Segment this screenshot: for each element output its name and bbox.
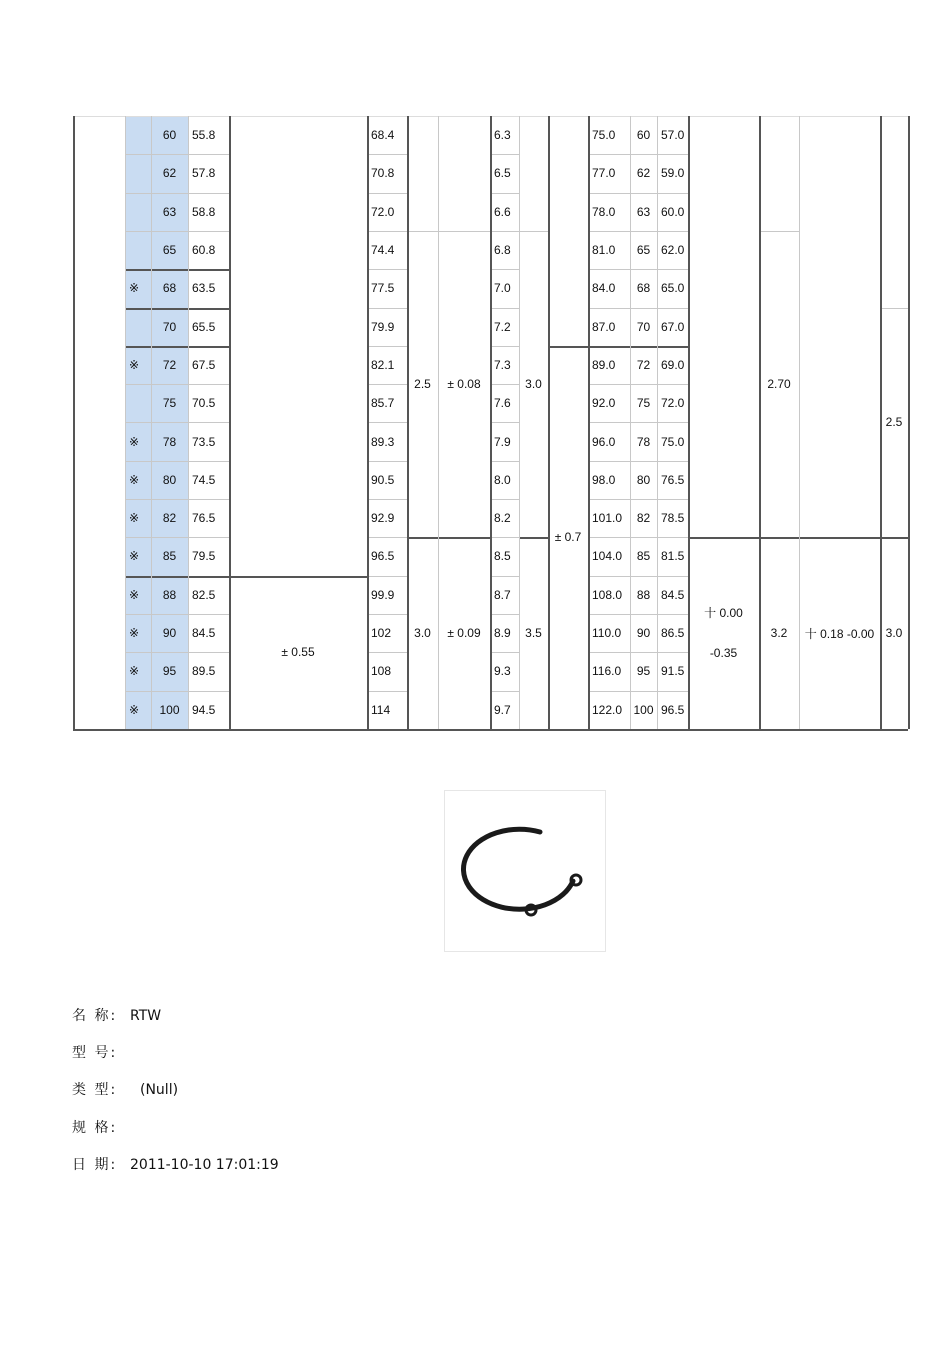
merged-cell-tol-c16-lower: 十 0.18 -0.00 xyxy=(804,626,875,641)
table-cell-c7: 8.9 xyxy=(494,626,511,641)
table-cell-c1: 79.5 xyxy=(192,549,216,564)
info-spec-row xyxy=(72,1117,130,1137)
table-cell-c4: 99.9 xyxy=(371,587,395,602)
table-cell-c7: 8.0 xyxy=(494,472,511,487)
table-cell-mark: ※ xyxy=(129,664,140,679)
table-cell-c1: 70.5 xyxy=(192,396,216,411)
table-cell-c12: 70 xyxy=(636,319,651,334)
row-divider xyxy=(490,537,519,538)
row-divider xyxy=(588,614,688,615)
table-cell-mark: ※ xyxy=(129,511,140,526)
table-cell-c11: 104.0 xyxy=(592,549,623,564)
table-cell-d: 90 xyxy=(162,626,177,641)
row-divider xyxy=(588,499,688,500)
table-cell-d: 65 xyxy=(162,243,177,258)
row-divider xyxy=(588,193,688,194)
table-cell-c1: 89.5 xyxy=(192,664,216,679)
row-divider xyxy=(367,576,407,577)
table-cell-c7: 6.8 xyxy=(494,243,511,258)
column-divider xyxy=(519,116,520,729)
table-cell-mark xyxy=(125,308,151,346)
table-cell-c1: 82.5 xyxy=(192,587,216,602)
table-cell-c1: 65.5 xyxy=(192,319,216,334)
row-divider xyxy=(125,193,229,194)
table-cell-c13: 60.0 xyxy=(661,204,685,219)
table-cell-c13: 67.0 xyxy=(661,319,685,334)
table-cell-d: 100 xyxy=(159,702,180,717)
table-cell-c1: 67.5 xyxy=(192,357,216,372)
table-bottom-border xyxy=(73,729,908,731)
table-cell-c11: 110.0 xyxy=(592,626,622,641)
row-divider xyxy=(367,422,407,423)
table-cell-c12: 90 xyxy=(636,626,651,641)
row-divider xyxy=(490,461,519,462)
table-cell-c12: 88 xyxy=(636,587,651,602)
row-divider xyxy=(367,308,407,309)
row-divider xyxy=(367,269,407,270)
column-divider xyxy=(880,116,882,729)
merged-cell-c15-upper: 2.70 xyxy=(767,377,791,392)
merged-cell-tol-thick-upper: ± 0.08 xyxy=(447,377,481,392)
table-cell-mark: ※ xyxy=(129,357,140,372)
table-cell-d: 60 xyxy=(162,128,177,143)
merged-cell-thick-lower: 3.0 xyxy=(414,626,431,641)
column-divider xyxy=(188,116,189,729)
model-label: 型 号: xyxy=(72,1045,118,1061)
row-divider xyxy=(490,691,519,692)
table-cell-mark: ※ xyxy=(129,587,140,602)
table-cell-c11: 87.0 xyxy=(592,319,616,334)
table-cell-c11: 96.0 xyxy=(592,434,616,449)
group-divider xyxy=(407,231,490,232)
spec-label: 规 格: xyxy=(72,1120,118,1136)
table-cell-c11: 78.0 xyxy=(592,204,616,219)
table-cell-c12: 95 xyxy=(636,664,651,679)
table-cell-mark xyxy=(125,193,151,231)
table-cell-c12: 72 xyxy=(636,357,651,372)
table-cell-c11: 81.0 xyxy=(592,243,616,258)
table-cell-c7: 6.3 xyxy=(494,128,511,143)
table-cell-c13: 81.5 xyxy=(661,549,685,564)
table-cell-d: 80 xyxy=(162,472,177,487)
table-cell-c7: 7.9 xyxy=(494,434,511,449)
row-divider xyxy=(125,422,229,423)
table-cell-c13: 57.0 xyxy=(661,128,685,143)
table-cell-mark: ※ xyxy=(129,549,140,564)
table-cell-c7: 7.3 xyxy=(494,357,511,372)
table-cell-c13: 76.5 xyxy=(661,472,685,487)
row-divider xyxy=(490,346,519,347)
table-cell-c13: 86.5 xyxy=(661,626,685,641)
group-divider xyxy=(588,346,688,348)
table-cell-c4: 77.5 xyxy=(371,281,395,296)
merged-cell-c17-lower: 3.0 xyxy=(885,626,903,641)
table-cell-c12: 85 xyxy=(636,549,651,564)
row-divider xyxy=(490,576,519,577)
table-cell-c4: 74.4 xyxy=(371,243,395,258)
group-divider xyxy=(125,269,229,271)
table-cell-c11: 122.0 xyxy=(592,702,623,717)
column-divider xyxy=(407,116,409,729)
group-divider xyxy=(125,576,229,578)
table-cell-c13: 69.0 xyxy=(661,357,685,372)
row-divider xyxy=(367,461,407,462)
info-date-row xyxy=(72,1154,279,1174)
merged-cell-tol-c9: ± 0.7 xyxy=(554,530,582,545)
table-cell-mark: ※ xyxy=(129,434,140,449)
merged-cell-thick-upper: 2.5 xyxy=(414,377,431,392)
table-cell-c4: 79.9 xyxy=(371,319,395,334)
row-divider xyxy=(490,269,519,270)
table-cell-c7: 8.2 xyxy=(494,511,511,526)
merged-cell-c8-upper: 3.0 xyxy=(525,377,542,392)
group-divider xyxy=(125,346,229,348)
table-cell-mark xyxy=(125,116,151,154)
row-divider xyxy=(367,537,407,538)
merged-cell-c15-lower: 3.2 xyxy=(770,626,788,641)
table-cell-c4: 72.0 xyxy=(371,204,395,219)
table-cell-c4: 85.7 xyxy=(371,396,395,411)
table-cell-mark: ※ xyxy=(129,702,140,717)
group-divider xyxy=(229,576,367,578)
table-cell-mark: ※ xyxy=(129,281,140,296)
row-divider xyxy=(367,691,407,692)
table-cell-c7: 8.7 xyxy=(494,587,511,602)
column-divider xyxy=(229,116,231,729)
table-cell-c11: 84.0 xyxy=(592,281,616,296)
column-divider xyxy=(657,116,658,729)
group-divider xyxy=(519,537,548,539)
table-cell-d: 70 xyxy=(162,319,177,334)
table-cell-c4: 92.9 xyxy=(371,511,395,526)
table-cell-c4: 96.5 xyxy=(371,549,395,564)
table-cell-c13: 72.0 xyxy=(661,396,685,411)
table-cell-c12: 65 xyxy=(636,243,651,258)
row-divider xyxy=(490,384,519,385)
table-cell-c11: 89.0 xyxy=(592,357,616,372)
row-divider xyxy=(588,691,688,692)
table-cell-c7: 7.0 xyxy=(494,281,511,296)
row-divider xyxy=(588,231,688,232)
group-divider xyxy=(548,346,588,348)
row-divider xyxy=(367,231,407,232)
type-label: 类 型: xyxy=(72,1082,118,1098)
table-cell-c13: 91.5 xyxy=(661,664,685,679)
table-cell-c7: 9.3 xyxy=(494,664,511,679)
column-divider xyxy=(630,116,631,729)
row-divider xyxy=(490,614,519,615)
table-cell-mark xyxy=(125,384,151,422)
column-divider xyxy=(367,116,369,729)
column-divider xyxy=(490,116,492,729)
row-divider xyxy=(490,154,519,155)
table-cell-c4: 82.1 xyxy=(371,357,395,372)
merged-cell-c8-lower: 3.5 xyxy=(525,626,542,641)
date-value: 2011-10-10 17:01:19 xyxy=(130,1157,279,1173)
row-divider xyxy=(125,652,229,653)
row-divider xyxy=(490,231,519,232)
row-divider xyxy=(588,576,688,577)
table-cell-mark: ※ xyxy=(129,472,140,487)
table-cell-c1: 55.8 xyxy=(192,128,216,143)
table-cell-c1: 57.8 xyxy=(192,166,216,181)
table-cell-mark: ※ xyxy=(129,626,140,641)
type-value: (Null) xyxy=(140,1082,179,1098)
table-cell-c12: 78 xyxy=(636,434,651,449)
table-cell-c1: 73.5 xyxy=(192,434,216,449)
column-divider xyxy=(908,116,910,729)
table-cell-c11: 116.0 xyxy=(592,664,622,679)
row-divider xyxy=(588,422,688,423)
table-cell-c7: 6.6 xyxy=(494,204,511,219)
row-divider xyxy=(125,537,229,538)
table-cell-c13: 62.0 xyxy=(661,243,685,258)
table-cell-c12: 100 xyxy=(633,702,654,717)
table-cell-c7: 7.2 xyxy=(494,319,511,334)
table-cell-c13: 78.5 xyxy=(661,511,685,526)
row-divider xyxy=(588,537,688,538)
row-divider xyxy=(125,691,229,692)
table-cell-c11: 77.0 xyxy=(592,166,616,181)
group-divider xyxy=(125,308,229,310)
table-cell-c11: 98.0 xyxy=(592,472,616,487)
table-cell-c13: 65.0 xyxy=(661,281,685,296)
table-cell-d: 85 xyxy=(162,549,177,564)
table-cell-c13: 84.5 xyxy=(661,587,685,602)
row-divider xyxy=(367,614,407,615)
table-cell-c12: 80 xyxy=(636,472,651,487)
row-divider xyxy=(588,154,688,155)
row-divider xyxy=(125,614,229,615)
table-cell-mark xyxy=(125,231,151,269)
row-divider xyxy=(588,269,688,270)
table-cell-d: 62 xyxy=(162,166,177,181)
tol-c14-line2: -0.35 xyxy=(709,646,738,661)
table-cell-c12: 63 xyxy=(636,204,651,219)
table-cell-c13: 96.5 xyxy=(661,702,685,717)
name-label: 名 称: xyxy=(72,1008,118,1024)
table-cell-c4: 102 xyxy=(371,626,392,641)
table-cell-c1: 60.8 xyxy=(192,243,216,258)
retaining-ring-icon xyxy=(445,791,605,951)
table-cell-c4: 89.3 xyxy=(371,434,395,449)
table-cell-c11: 92.0 xyxy=(592,396,616,411)
table-cell-d: 72 xyxy=(162,357,177,372)
table-cell-c13: 75.0 xyxy=(661,434,685,449)
table-cell-c11: 101.0 xyxy=(592,511,623,526)
table-cell-c1: 74.5 xyxy=(192,472,216,487)
table-cell-c1: 76.5 xyxy=(192,511,216,526)
row-divider xyxy=(490,193,519,194)
table-cell-c7: 9.7 xyxy=(494,702,511,717)
group-divider xyxy=(688,537,908,539)
table-cell-d: 88 xyxy=(162,587,177,602)
row-divider xyxy=(367,384,407,385)
row-divider xyxy=(588,384,688,385)
row-divider xyxy=(490,308,519,309)
table-cell-c4: 90.5 xyxy=(371,472,395,487)
table-cell-c13: 59.0 xyxy=(661,166,685,181)
table-cell-c7: 8.5 xyxy=(494,549,511,564)
row-divider xyxy=(125,499,229,500)
column-divider xyxy=(151,116,152,729)
merged-cell-tol-c1-lower: ± 0.55 xyxy=(281,645,315,660)
column-divider xyxy=(438,116,439,729)
column-divider xyxy=(73,116,75,729)
table-cell-d: 82 xyxy=(162,511,177,526)
table-cell-c12: 75 xyxy=(636,396,651,411)
row-divider xyxy=(125,231,229,232)
table-cell-c11: 75.0 xyxy=(592,128,616,143)
group-divider xyxy=(880,308,908,309)
column-divider xyxy=(799,116,800,729)
table-cell-c4: 108 xyxy=(371,664,392,679)
info-type-row xyxy=(72,1079,178,1099)
table-cell-c1: 94.5 xyxy=(192,702,216,717)
table-cell-c12: 68 xyxy=(636,281,651,296)
name-value: RTW xyxy=(130,1008,162,1024)
row-divider xyxy=(588,652,688,653)
table-cell-c1: 58.8 xyxy=(192,204,216,219)
merged-cell-c17-upper: 2.5 xyxy=(885,415,903,430)
row-divider xyxy=(367,193,407,194)
table-cell-d: 63 xyxy=(162,204,177,219)
column-divider xyxy=(548,116,550,729)
table-cell-c12: 82 xyxy=(636,511,651,526)
row-divider xyxy=(490,422,519,423)
table-cell-c7: 7.6 xyxy=(494,396,511,411)
column-divider xyxy=(688,116,690,729)
row-divider xyxy=(125,154,229,155)
table-cell-c12: 60 xyxy=(636,128,651,143)
column-divider xyxy=(588,116,590,729)
merged-cell-tol-thick-lower: ± 0.09 xyxy=(447,626,481,641)
table-cell-c1: 63.5 xyxy=(192,281,216,296)
row-divider xyxy=(125,461,229,462)
row-divider xyxy=(588,461,688,462)
row-divider xyxy=(367,652,407,653)
table-cell-c4: 68.4 xyxy=(371,128,395,143)
group-divider xyxy=(759,231,799,232)
table-cell-c4: 114 xyxy=(371,702,391,717)
table-cell-c11: 108.0 xyxy=(592,587,623,602)
merged-cell-tol-c14 xyxy=(688,537,759,729)
row-divider xyxy=(490,499,519,500)
info-model-row xyxy=(72,1042,130,1062)
row-divider xyxy=(490,652,519,653)
table-cell-c12: 62 xyxy=(636,166,651,181)
row-divider xyxy=(367,154,407,155)
group-divider xyxy=(407,537,490,539)
row-divider xyxy=(588,308,688,309)
row-divider xyxy=(367,499,407,500)
info-name-row xyxy=(72,1005,161,1025)
table-cell-d: 95 xyxy=(162,664,177,679)
table-cell-d: 68 xyxy=(162,281,177,296)
retaining-ring-image xyxy=(444,790,606,952)
table-cell-d: 78 xyxy=(162,434,177,449)
row-divider xyxy=(125,384,229,385)
table-cell-d: 75 xyxy=(162,396,177,411)
table-cell-c1: 84.5 xyxy=(192,626,216,641)
group-divider xyxy=(519,231,548,232)
column-divider xyxy=(759,116,761,729)
row-divider xyxy=(367,346,407,347)
column-divider xyxy=(125,116,126,729)
tol-c14-line1: 十 0.00 xyxy=(704,606,743,621)
table-cell-c4: 70.8 xyxy=(371,166,395,181)
date-label: 日 期: xyxy=(72,1157,118,1173)
table-cell-c7: 6.5 xyxy=(494,166,511,181)
table-cell-mark xyxy=(125,154,151,192)
